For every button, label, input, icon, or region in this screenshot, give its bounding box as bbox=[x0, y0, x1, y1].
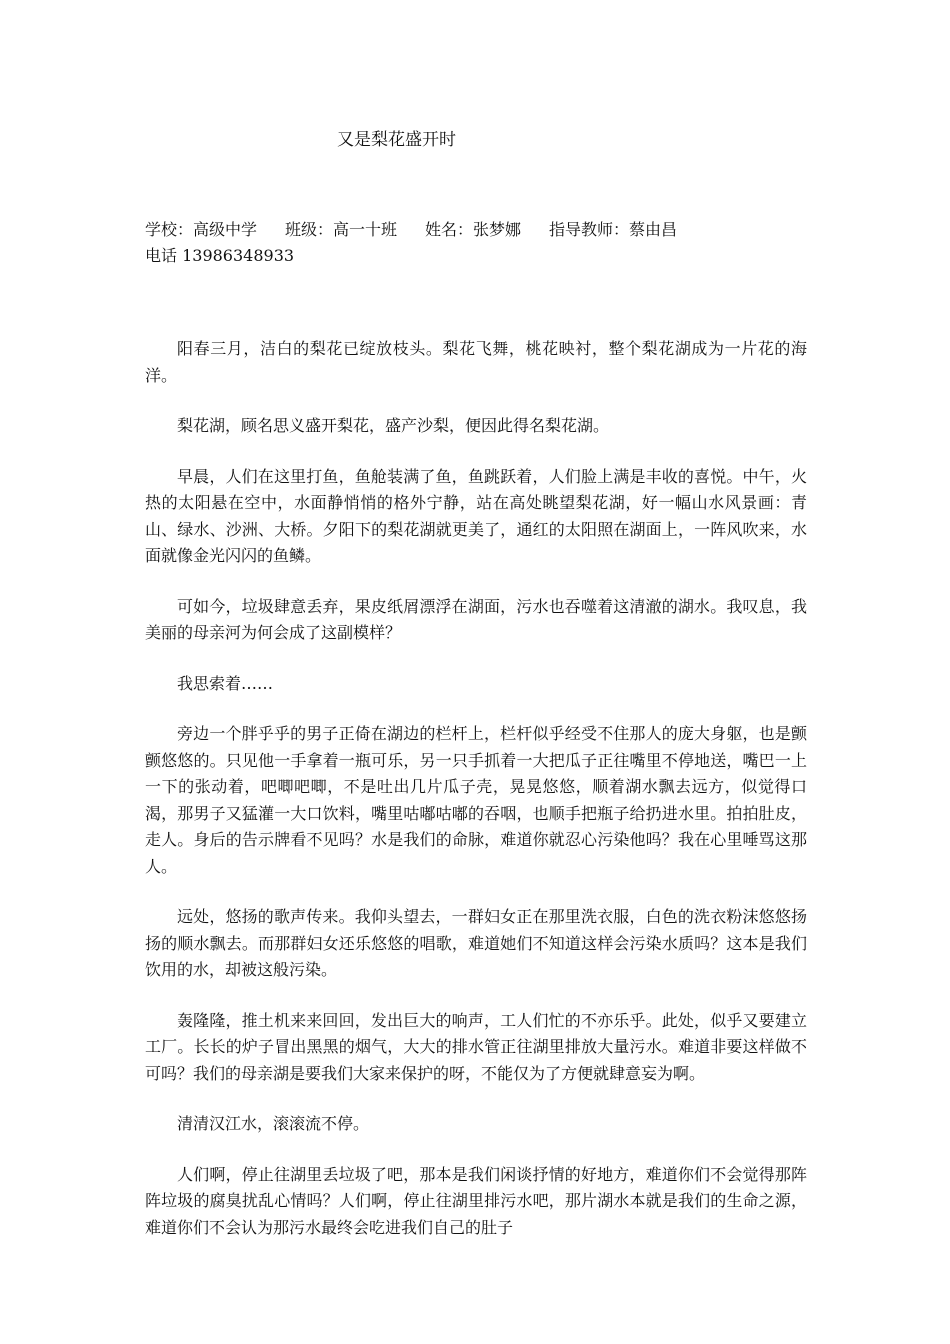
phone-field: 电话 13986348933 bbox=[145, 246, 295, 265]
class-field: 班级：高一十班 bbox=[285, 220, 398, 239]
phone-line bbox=[145, 244, 294, 268]
paragraph: 我思索着…… bbox=[177, 673, 274, 693]
paragraph: 远处，悠扬的歌声传来。我仰头望去，一群妇女正在那里洗衣服，白色的洗衣粉沫悠悠扬扬的顺水飘去。而那群妇女还乐悠悠的唱歌，难道她们不知道这样会污染水质吗？这本是我们饮用的水，却被这般污染。 bbox=[145, 907, 807, 979]
student-name-field: 姓名：张梦娜 bbox=[425, 220, 522, 239]
teacher-field: 指导教师：蔡由昌 bbox=[549, 220, 678, 239]
paragraph: 梨花湖，顾名思义盛开梨花，盛产沙梨，便因此得名梨花湖。 bbox=[177, 416, 610, 435]
paragraph: 清清汉江水，滚滚流不停。 bbox=[177, 1114, 370, 1133]
paragraph: 可如今，垃圾肆意丢弃，果皮纸屑漂浮在湖面，污水也吞噬着这清澈的湖水。我叹息，我美丽的母亲河为何会成了这副模样？ bbox=[145, 596, 807, 642]
essay-title: 又是梨花盛开时 bbox=[337, 130, 456, 150]
author-info-line bbox=[145, 218, 677, 242]
paragraph: 旁边一个胖乎乎的男子正倚在湖边的栏杆上，栏杆似乎经受不住那人的庞大身躯，也是颤颤悠悠的。只见他一手拿着一瓶可乐，另一只手抓着一大把瓜子正往嘴里不停地送，嘴巴一上一下的张动着，吧唧吧唧，不是吐出几片瓜子壳，晃晃悠悠，顺着湖水飘去远方，似觉得口渴，那男子又猛灌一大口饮料，嘴里咕嘟咕嘟的吞咽，也顺手把瓶子给扔进水里。拍拍肚皮，走人。身后的告示牌看不见吗？水是我们的命脉，难道你就忍心污染他吗？我在心里唾骂这那人。 bbox=[145, 724, 807, 876]
paragraph: 阳春三月，洁白的梨花已绽放枝头。梨花飞舞，桃花映衬，整个梨花湖成为一片花的海洋。 bbox=[145, 339, 807, 385]
paragraph: 早晨，人们在这里打鱼，鱼舱装满了鱼，鱼跳跃着，人们脸上满是丰收的喜悦。中午，火热的太阳悬在空中，水面静悄悄的格外宁静，站在高处眺望梨花湖，好一幅山水风景画：青山、绿水、沙洲、大桥。夕阳下的梨花湖就更美了，通红的太阳照在湖面上，一阵风吹来，水面就像金光闪闪的鱼鳞。 bbox=[145, 466, 807, 565]
school-field: 学校：高级中学 bbox=[145, 220, 258, 239]
paragraph: 轰隆隆，推土机来来回回，发出巨大的响声，工人们忙的不亦乐乎。此处，似乎又要建立工厂。长长的炉子冒出黑黑的烟气，大大的排水管正往湖里排放大量污水。难道非要这样做不可吗？我们的母亲湖是要我们大家来保护的呀，不能仅为了方便就肆意妄为啊。 bbox=[145, 1010, 807, 1083]
paragraph: 人们啊，停止往湖里丢垃圾了吧，那本是我们闲谈抒情的好地方，难道你们不会觉得那阵阵垃圾的腐臭扰乱心情吗？人们啊，停止往湖里排污水吧，那片湖水本就是我们的生命之源，难道你们不会认为那污水最终会吃进我们自己的肚子 bbox=[145, 1164, 807, 1237]
essay-body bbox=[145, 336, 807, 1265]
